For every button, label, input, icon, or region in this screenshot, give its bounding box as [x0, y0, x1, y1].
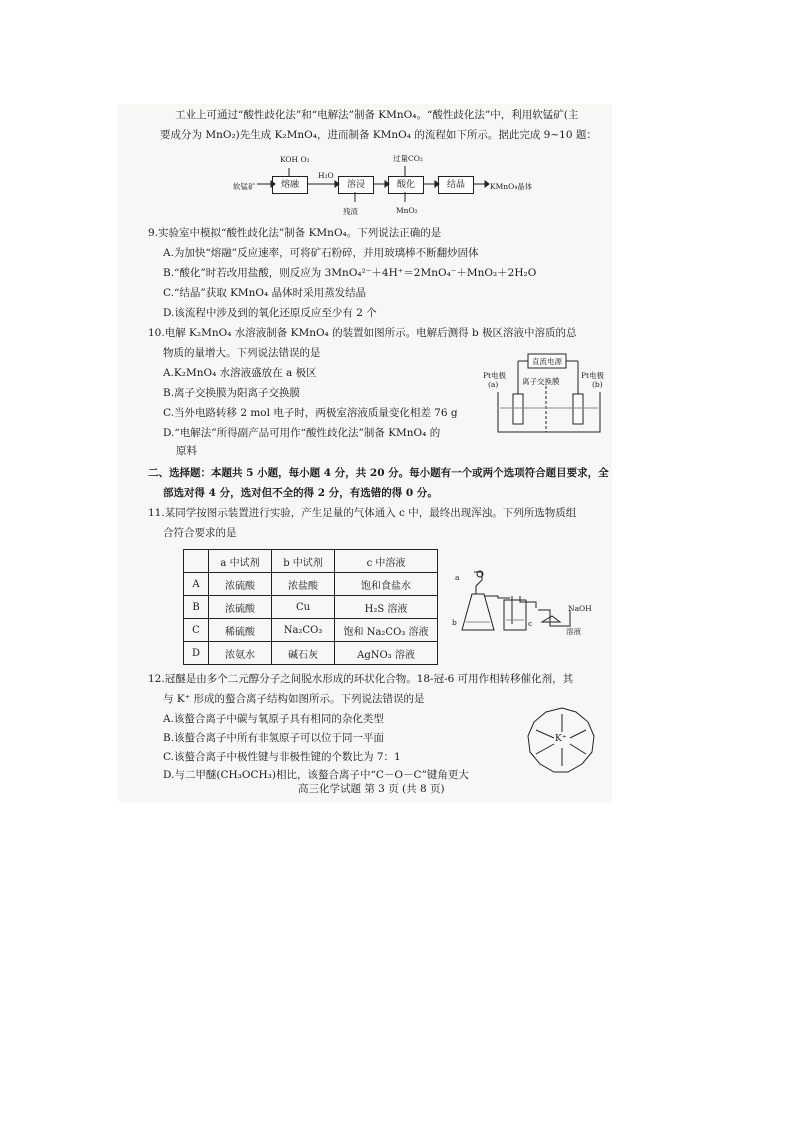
flow-start: 软锰矿: [233, 182, 256, 191]
q9-stem: 9.实验室中模拟“酸性歧化法”制备 KMnO₄。下列说法正确的是: [148, 227, 442, 239]
q9-option-c: C.“结晶”获取 KMnO₄ 晶体时采用蒸发结晶: [163, 287, 367, 299]
label-a: a: [455, 573, 460, 582]
table-cell: 碱石灰: [272, 642, 335, 665]
flow-byproduct: MnO₂: [396, 206, 418, 215]
label-b: b: [452, 618, 457, 627]
flow-residue: 残渣: [343, 207, 358, 216]
q10-option-d-2: 原料: [176, 445, 197, 457]
right-electrode-label: Pt电极: [581, 371, 605, 380]
left-electrode-label: Pt电极: [483, 371, 507, 380]
q10-option-b: B.离子交换膜为阳离子交换膜: [163, 387, 301, 399]
table-header: [184, 550, 209, 573]
intro-line-2: 要成分为 MnO₂)先生成 K₂MnO₄，进而制备 KMnO₄ 的流程如下所示。据此完成 9~10 题：: [160, 129, 597, 141]
flow-step-melt: 熔融: [272, 176, 308, 194]
q11-stem-2: 合符合要求的是: [163, 527, 237, 539]
table-header: c 中溶液: [335, 550, 438, 573]
flow-reagents-1: KOH O₂: [280, 155, 310, 164]
table-cell: H₂S 溶液: [335, 596, 438, 619]
left-electrode-tag: (a): [488, 380, 499, 389]
intro-line-1: 工业上可通过“酸性歧化法”和“电解法”制备 KMnO₄。“酸性歧化法”中，利用软锰矿(主: [175, 109, 579, 121]
label-solution: 溶液: [566, 627, 581, 636]
q12-stem-2: 与 K⁺ 形成的螯合离子结构如图所示。下列说法错误的是: [163, 693, 425, 705]
table-header: b 中试剂: [272, 550, 335, 573]
q10-stem-1: 10.电解 K₂MnO₄ 水溶液制备 KMnO₄ 的装置如图所示。电解后测得 b 极区溶液中溶质的总: [148, 327, 577, 339]
q12-stem-1: 12.冠醚是由多个二元醇分子之间脱水形成的环状化合物。18-冠-6 可用作相转移催化剂，其: [148, 673, 574, 685]
label-naoh: NaOH: [568, 604, 592, 613]
power-supply-label: 直流电源: [532, 357, 562, 366]
q10-option-c: C.当外电路转移 2 mol 电子时，两极室溶液质量变化相差 76 g: [163, 407, 458, 419]
potassium-ion-label: K⁺: [555, 734, 567, 744]
flow-reagent-3: 过量CO₂: [393, 154, 423, 163]
flow-step-acidify: 酸化: [388, 176, 424, 194]
q9-option-a: A.为加快“熔融”反应速率，可将矿石粉碎，并用玻璃棒不断翻炒固体: [163, 247, 479, 259]
flow-water: H₂O: [318, 171, 334, 180]
flow-product: KMnO₄晶体: [490, 182, 533, 191]
q12-option-a: A.该螯合离子中碳与氧原子具有相同的杂化类型: [163, 713, 384, 725]
q10-option-a: A.K₂MnO₄ 水溶液盛放在 a 极区: [163, 367, 317, 379]
table-header: a 中试剂: [209, 550, 272, 573]
page-footer: 高三化学试题 第 3 页 (共 8 页): [298, 783, 445, 795]
table-cell: Na₂CO₃: [272, 619, 335, 642]
q11-stem-1: 11.某同学按图示装置进行实验，产生足量的气体通入 c 中，最终出现浑浊。下列所选物质组: [148, 507, 577, 519]
q9-option-b: B.“酸化”时若改用盐酸，则反应为 3MnO₄²⁻＋4H⁺＝2MnO₄⁻＋MnO₂＋2H₂O: [163, 267, 537, 279]
table-row: [184, 642, 438, 665]
section2-line-1: 二、选择题：本题共 5 小题，每小题 4 分，共 20 分。每小题有一个或两个选项符合题目要求，全: [148, 467, 609, 479]
q10-option-d-1: D.“电解法”所得副产品可用作“酸性歧化法”制备 KMnO₄ 的: [163, 427, 441, 439]
table-cell: 浓盐酸: [272, 573, 335, 596]
table-cell: B: [184, 596, 209, 619]
table-cell: 浓氨水: [209, 642, 272, 665]
q10-stem-2: 物质的量增大。下列说法错误的是: [163, 347, 321, 359]
flow-arrows: [255, 162, 495, 214]
membrane-label: 离子交换膜: [522, 377, 560, 386]
table-cell: 浓硫酸: [209, 573, 272, 596]
table-row: [184, 573, 438, 596]
q12-option-c: C.该螯合离子中极性键与非极性键的个数比为 7：1: [163, 751, 401, 763]
table-cell: Cu: [272, 596, 335, 619]
table-cell: D: [184, 642, 209, 665]
table-cell: 稀硫酸: [209, 619, 272, 642]
table-cell: C: [184, 619, 209, 642]
table-cell: AgNO₃ 溶液: [335, 642, 438, 665]
right-electrode-tag: (b): [592, 380, 603, 389]
table-row: [184, 619, 438, 642]
table-cell: 饱和 Na₂CO₃ 溶液: [335, 619, 438, 642]
q12-option-d: D.与二甲醚(CH₃OCH₃)相比，该螯合离子中“C－O－C”键角更大: [163, 769, 469, 781]
table-cell: 浓硫酸: [209, 596, 272, 619]
table-cell: 饱和食盐水: [335, 573, 438, 596]
table-row: [184, 596, 438, 619]
flow-step-leach: 溶浸: [338, 176, 374, 194]
table-cell: A: [184, 573, 209, 596]
table-header-row: [184, 550, 438, 573]
q12-option-b: B.该螯合离子中所有非氢原子可以位于同一平面: [163, 732, 385, 744]
q9-option-d: D.该流程中涉及到的氧化还原反应至少有 2 个: [163, 307, 377, 319]
flow-step-crystallize: 结晶: [438, 176, 474, 194]
label-c: c: [528, 619, 533, 628]
q11-reagent-table: [183, 549, 438, 665]
section2-line-2: 部选对得 4 分，选对但不全的得 2 分，有选错的得 0 分。: [163, 487, 438, 499]
